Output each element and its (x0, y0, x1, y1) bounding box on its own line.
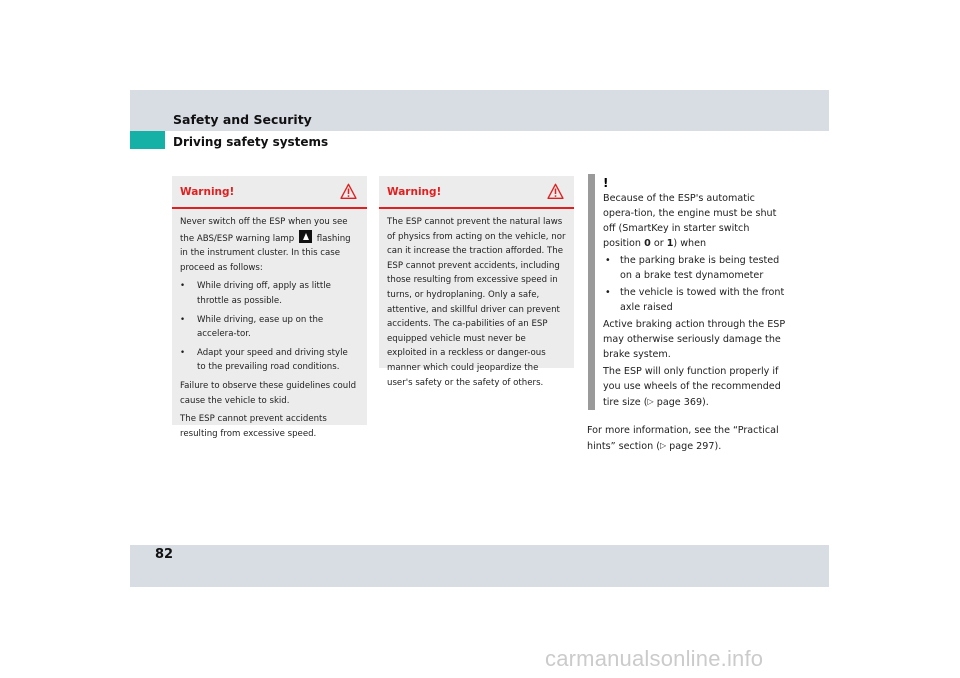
list-item: • the parking brake is being tested on a brake test dynamometer (603, 253, 789, 283)
warning-body (379, 209, 574, 390)
list-item: • While driving, ease up on the accelera-tor. (180, 313, 359, 342)
note-para2-a: The ESP will only function properly if you use wheels of the recommended tire size ( (603, 366, 781, 408)
footer-band (130, 545, 829, 587)
page-reference-link[interactable]: page 297). (669, 441, 722, 452)
list-item: • Adapt your speed and driving style to the prevailing road conditions. (180, 346, 359, 375)
page-number: 82 (155, 547, 174, 562)
page-reference-link[interactable]: page 369). (656, 397, 709, 408)
warning-paragraph: The ESP cannot prevent the natural laws of physics from acting on the vehicle, nor can it increase the traction afforded. The ESP cannot prevent accidents, including those resulting from excessive speed in turns, or hydroplaning. Only a safe, attentive, and skillful driver can prevent accidents. The ca-pabilities of an ESP equipped vehicle must never be exploited in a reckless or danger-ous manner which could jeopardize the user's safety or the safety of others. (387, 217, 566, 388)
note-paragraph: Active braking action through the ESP may otherwise seriously damage the brake system. (603, 319, 786, 360)
note-bullet-list (603, 253, 789, 315)
warning-paragraph: Failure to observe these guidelines could cause the vehicle to skid. (180, 380, 357, 406)
switch-position-1: 1 (666, 238, 674, 249)
chapter-title: Safety and Security (173, 112, 312, 127)
note-intro-or: or (653, 238, 664, 249)
note-exclamation-icon: ! (603, 176, 609, 190)
note-text (603, 191, 789, 412)
warning-box-left (172, 176, 367, 439)
switch-position-0: 0 (644, 238, 651, 249)
warning-label: Warning! (387, 186, 442, 198)
warning-label: Warning! (180, 186, 235, 198)
warning-intro (180, 215, 359, 275)
watermark: carmanualsonline.info (545, 646, 764, 671)
section-title: Driving safety systems (173, 135, 329, 149)
warning-paragraph: The ESP cannot prevent accidents resulting from excessive speed. (180, 414, 327, 439)
note-intro-a: Because of the ESP's automatic opera-tion, the engine must be shut off (SmartKey in starter switch position (603, 193, 777, 249)
page-ref-arrow-icon: ▷ (647, 397, 654, 406)
page-ref-arrow-icon: ▷ (659, 441, 667, 450)
warning-intro-b: flashing in the instrument cluster. In this case proceed as follows: (180, 233, 351, 273)
warning-header (172, 176, 367, 209)
note-paragraph (603, 364, 789, 410)
esp-warning-lamp-icon (299, 230, 312, 243)
section-accent-block (130, 131, 165, 149)
warning-header (379, 176, 574, 209)
warning-triangle-icon (340, 183, 357, 200)
warning-body (172, 209, 367, 441)
warning-box-right (379, 176, 574, 388)
warning-triangle-icon (547, 183, 564, 200)
note-bar (588, 174, 595, 410)
list-item: • While driving off, apply as little throttle as possible. (180, 279, 359, 308)
note-intro-b: ) when (673, 238, 707, 249)
note-intro (603, 191, 789, 251)
warning-intro-a: Never switch off the ESP when you see the ABS/ESP warning lamp (180, 217, 348, 244)
more-info-text (587, 423, 807, 454)
warning-bullet-list (180, 279, 359, 375)
more-info-a: For more information, see the “Practical hints” section ( (587, 425, 779, 452)
list-item: • the vehicle is towed with the front axle raised (603, 285, 789, 315)
